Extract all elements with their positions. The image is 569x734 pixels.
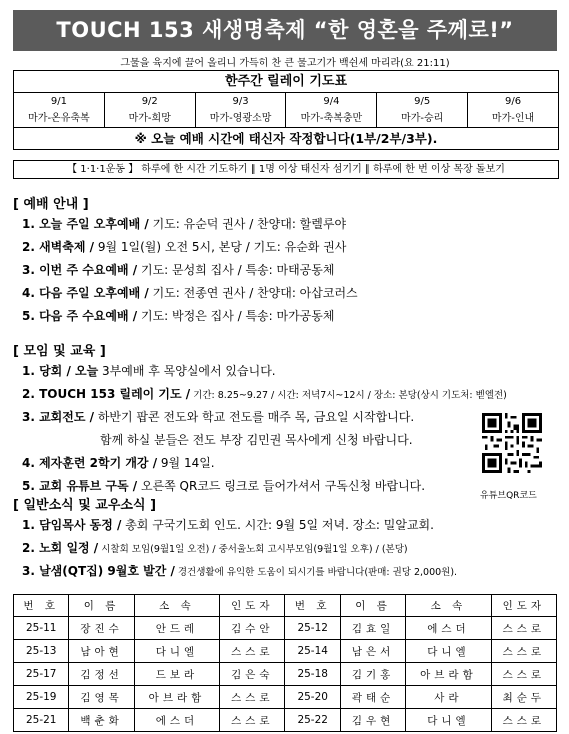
worship-item [22, 307, 334, 324]
table-cell: 드보라 [134, 663, 220, 686]
table-cell: 25-21 [14, 709, 69, 732]
item-body: 하반기 팝콘 전도와 학교 전도를 매주 목, 금요일 시작합니다. [94, 410, 415, 424]
relay-label: 마가-온유축복 [28, 113, 90, 124]
table-cell: 스스로 [220, 686, 285, 709]
table-cell: 25-20 [285, 686, 340, 709]
relay-day [377, 93, 468, 127]
relay-prayer-table [13, 70, 559, 150]
movement-banner: 【 1·1·1운동 】 하루에 한 시간 기도하기 ∥ 1명 이상 태신자 섬기기 ∥ 하루에 한 번 이상 목장 돌보기 [13, 160, 559, 179]
table-cell: 아브라함 [134, 686, 220, 709]
item-body: 경건생활에 유익한 도움이 되시기를 바랍니다(판매: 권당 2,000원). [174, 567, 458, 578]
table-cell: 25-17 [14, 663, 69, 686]
youtube-qr-code-icon[interactable] [482, 413, 542, 473]
column-header: 이 름 [69, 595, 134, 617]
news-item [22, 562, 457, 579]
worship-item [22, 215, 346, 232]
news-item [22, 539, 408, 556]
relay-label: 마가-승리 [401, 113, 444, 124]
meeting-item [22, 477, 425, 494]
relay-label: 마가-인내 [491, 113, 535, 124]
relay-day [468, 93, 558, 127]
table-cell: 다니엘 [134, 640, 220, 663]
column-header: 번 호 [285, 595, 340, 617]
meeting-item [22, 385, 507, 402]
item-body: 기도: 문성희 집사 / 특송: 마태공동체 [137, 263, 335, 277]
column-header: 소 속 [406, 595, 492, 617]
item-head: 3. 교회전도 / [22, 410, 95, 424]
relay-title: 한주간 릴레이 기도표 [14, 71, 558, 93]
meeting-item [22, 454, 215, 471]
worship-item [22, 284, 358, 301]
table-cell: 스스로 [220, 709, 285, 732]
new-member-roster-table [13, 594, 557, 732]
relay-notice: ※ 오늘 예배 시간에 태신자 작정합니다(1부/2부/3부). [14, 127, 558, 149]
table-cell: 남아현 [69, 640, 134, 663]
table-row [14, 617, 557, 640]
table-cell: 스스로 [491, 617, 556, 640]
table-cell: 김정선 [69, 663, 134, 686]
item-body: 기도: 전종연 권사 / 찬양대: 아삽코러스 [148, 286, 358, 300]
column-header: 소 속 [134, 595, 220, 617]
table-cell: 장진수 [69, 617, 134, 640]
column-header: 이 름 [340, 595, 405, 617]
table-cell: 25-18 [285, 663, 340, 686]
item-body: 9월 14일. [157, 456, 215, 470]
item-head: 5. 교회 유튜브 구독 / [22, 479, 138, 493]
item-body: 총회 구국기도회 인도. 시간: 9월 5일 저녁. 장소: 밀알교회. [121, 518, 434, 532]
roster-header-row [14, 595, 557, 617]
relay-label: 마가-축복충만 [300, 113, 363, 124]
table-cell: 김은숙 [220, 663, 285, 686]
relay-label: 마가-희망 [128, 113, 171, 124]
relay-day [105, 93, 196, 127]
relay-date: 9/3 [232, 96, 249, 107]
worship-item [22, 261, 334, 278]
table-cell: 25-19 [14, 686, 69, 709]
item-body: 기도: 유순덕 권사 / 찬양대: 할렐루야 [148, 217, 347, 231]
meeting-item-continued: 함께 하실 분들은 전도 부장 김민권 목사에게 신청 바랍니다. [100, 433, 413, 447]
item-body: 기도: 박정은 집사 / 특송: 마가공동체 [137, 309, 335, 323]
item-head: 1. 오늘 주일 오후예배 / [22, 217, 149, 231]
table-cell: 25-13 [14, 640, 69, 663]
table-row [14, 686, 557, 709]
worship-section-title: [ 예배 안내 ] [13, 197, 89, 212]
table-cell: 김우현 [340, 709, 405, 732]
worship-item [22, 238, 346, 255]
relay-day [14, 93, 105, 127]
meeting-item [22, 408, 414, 425]
item-body: 3부예배 후 목양실에서 있습니다. [98, 364, 276, 378]
column-header: 인도자 [220, 595, 285, 617]
relay-day [286, 93, 377, 127]
table-cell: 에스더 [406, 617, 492, 640]
table-cell: 25-14 [285, 640, 340, 663]
banner-title: TOUCH 153 새생명축제 “한 영혼을 주께로!” [13, 10, 557, 51]
item-head: 3. 날샘(QT집) 9월호 발간 / [22, 564, 175, 578]
item-head: 2. 새벽축제 / [22, 240, 95, 254]
item-body: 기간: 8.25~9.27 / 시간: 저녁7시~12시 / 장소: 본당(상시 기도처: 벧엘전) [190, 390, 507, 401]
table-cell: 스스로 [491, 663, 556, 686]
relay-date: 9/4 [323, 96, 340, 107]
table-cell: 스스로 [220, 640, 285, 663]
table-row [14, 663, 557, 686]
relay-day [196, 93, 287, 127]
table-cell: 최순두 [491, 686, 556, 709]
table-cell: 곽태순 [340, 686, 405, 709]
item-head: 2. 노회 일정 / [22, 541, 99, 555]
table-cell: 25-22 [285, 709, 340, 732]
scripture-verse: 그물을 육지에 끌어 올리니 가득히 찬 큰 물고기가 백쉰세 마리라(요 21:11) [120, 58, 450, 69]
relay-date: 9/1 [50, 96, 67, 107]
meeting-item [22, 362, 276, 379]
table-cell: 김수안 [220, 617, 285, 640]
table-cell: 김효일 [340, 617, 405, 640]
table-cell: 김영목 [69, 686, 134, 709]
table-cell: 아브라함 [406, 663, 492, 686]
table-row [14, 709, 557, 732]
item-body: 오른쪽 QR코드 링크로 들어가셔서 구독신청 바랍니다. [137, 479, 426, 493]
table-cell: 안드레 [134, 617, 220, 640]
table-cell: 백춘화 [69, 709, 134, 732]
item-head: 3. 이번 주 수요예배 / [22, 263, 138, 277]
item-head: 5. 다음 주 수요예배 / [22, 309, 138, 323]
table-cell: 에스더 [134, 709, 220, 732]
item-head: 4. 다음 주일 오후예배 / [22, 286, 149, 300]
relay-date: 9/2 [141, 96, 158, 107]
table-cell: 다니엘 [406, 640, 492, 663]
table-cell: 25-12 [285, 617, 340, 640]
relay-date: 9/6 [505, 96, 522, 107]
news-section-title: [ 일반소식 및 교우소식 ] [13, 498, 157, 513]
relay-days [14, 93, 558, 127]
item-head: 1. 당회 / 오늘 [22, 364, 99, 378]
relay-date: 9/5 [414, 96, 431, 107]
table-cell: 스스로 [491, 640, 556, 663]
item-body: 시찰회 모임(9월1일 오전) / 중서울노회 고시부모임(9월1일 오후) / (본당) [98, 544, 408, 555]
relay-label: 마가-영광소망 [209, 113, 272, 124]
table-cell: 스스로 [491, 709, 556, 732]
table-cell: 김기홍 [340, 663, 405, 686]
item-head: 4. 제자훈련 2학기 개강 / [22, 456, 158, 470]
item-head: 1. 담임목사 동정 / [22, 518, 122, 532]
table-row [14, 640, 557, 663]
column-header: 인도자 [491, 595, 556, 617]
table-cell: 25-11 [14, 617, 69, 640]
column-header: 번 호 [14, 595, 69, 617]
table-cell: 남은서 [340, 640, 405, 663]
item-head: 2. TOUCH 153 릴레이 기도 / [22, 387, 191, 401]
item-body: 9월 1일(월) 오전 5시, 본당 / 기도: 유순화 권사 [94, 240, 347, 254]
meeting-section-title: [ 모임 및 교육 ] [13, 344, 106, 359]
qr-code-label: 유튜브QR코드 [480, 491, 537, 501]
news-item [22, 516, 434, 533]
table-cell: 다니엘 [406, 709, 492, 732]
table-cell: 사라 [406, 686, 492, 709]
